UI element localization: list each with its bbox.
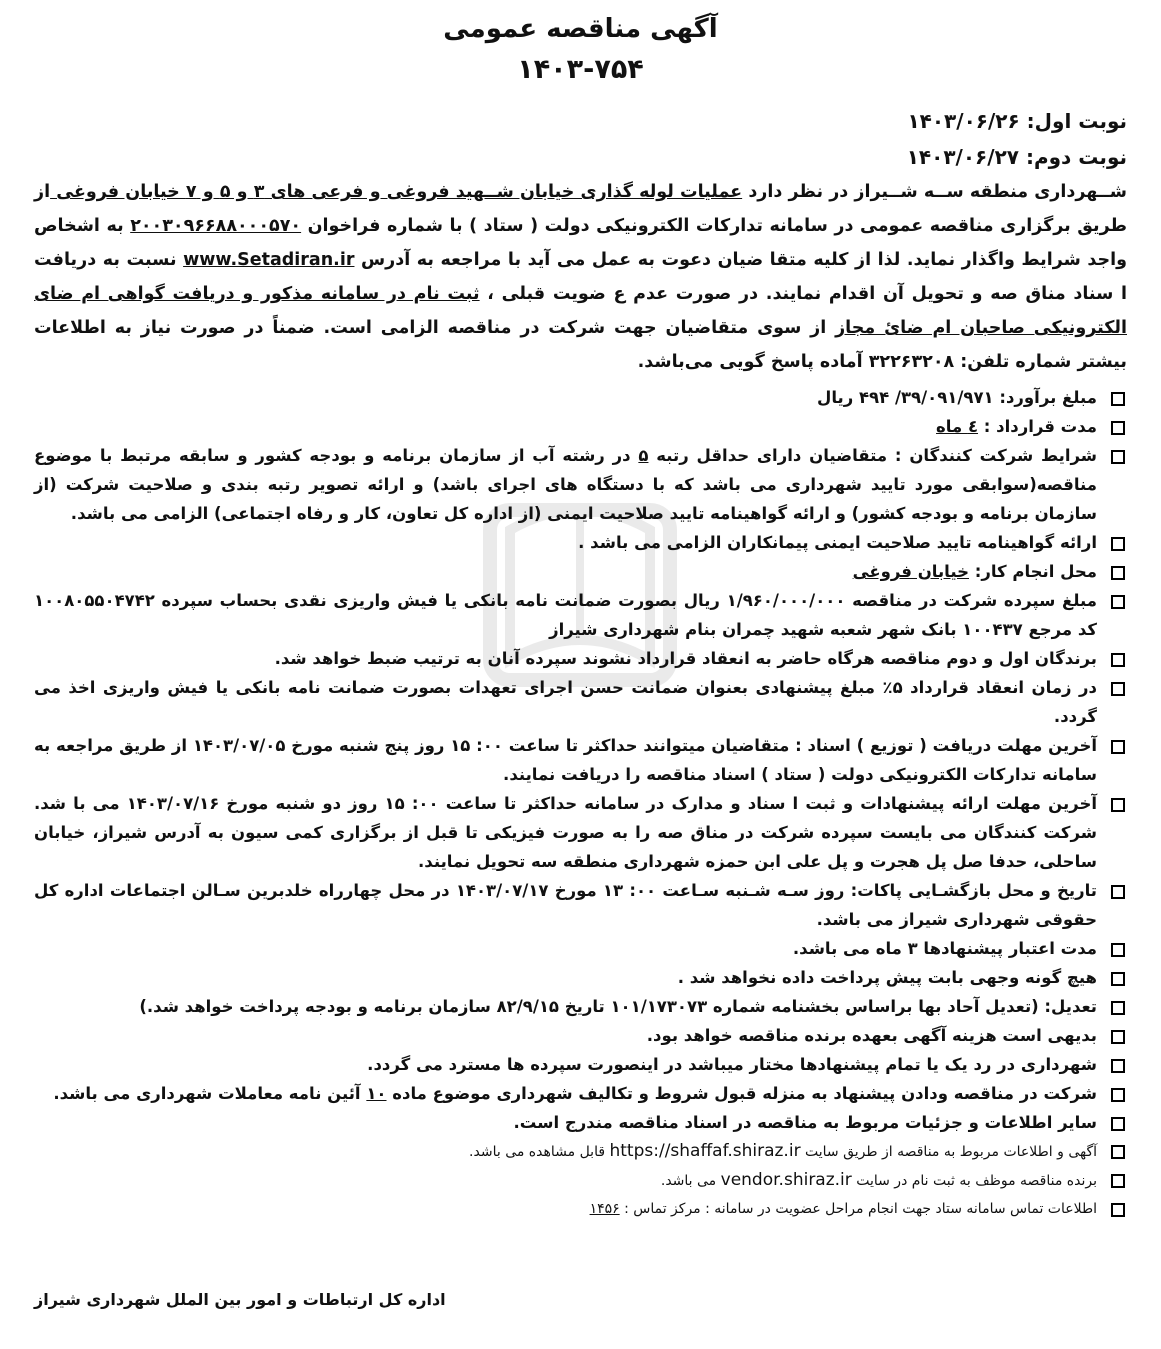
performance-bond-text: در زمان انعقاد قرارداد ۵٪ مبلغ پیشنهادی بعنوان ضمانت حسن اجرای تعهدات بصورت ضمانت نامه بانکی یا فیش واریزی اخذ می گردد. xyxy=(34,678,1097,726)
ad-cost-text: بدیهی است هزینه آگهی بعهده برنده مناقصه خواهد بود. xyxy=(646,1026,1097,1045)
no-prepayment-text: هیچ گونه وجهی بابت پیش پرداخت داده نخواهد شد . xyxy=(677,968,1097,987)
call-number: ۲۰۰۳۰۹۶۶۸۸۰۰۰۵۷۰ xyxy=(130,216,302,236)
conditions-list xyxy=(34,383,1127,1223)
shaffaf-text: آگهی و اطلاعات مربوط به مناقصه از طریق سایت xyxy=(800,1144,1097,1160)
adjustment-text: تعدیل: (تعدیل آحاد بها براساس بخشنامه شماره ۱۰۱/۱۷۳۰۷۳ تاریخ ۸۲/۹/۱۵ سازمان برنامه و بودجه پرداخت خواهد شد.) xyxy=(139,997,1097,1016)
list-item-shaffaf xyxy=(34,1137,1127,1166)
checkbox-bullet-icon xyxy=(1111,1203,1125,1217)
checkbox-bullet-icon xyxy=(1111,392,1125,406)
checkbox-bullet-icon xyxy=(1111,653,1125,667)
doc-deadline-text: آخرین مهلت دریافت ( توزیع ) اسناد : متقاضیان میتوانند حداکثر تا ساعت ۰۰: ۱۵ روز پنج شنبه مورخ ۱۴۰۳/۰۷/۰۵ از طریق مراجعه به سامانه تدارکات الکترونیکی دولت ( ستاد ) اسناد مناقصه را دریافت نمایند. xyxy=(34,736,1098,784)
intro-paragraph xyxy=(34,175,1127,379)
location-value: خیابان فروغی xyxy=(852,562,969,581)
estimate-text: مبلغ برآورد: ۳۹/۰۹۱/۹۷۱/ ۴۹۴ ریال xyxy=(817,388,1097,407)
second-round-date: نوبت دوم: ۱۴۰۳/۰۶/۲۷ xyxy=(906,145,1127,169)
checkbox-bullet-icon xyxy=(1111,1088,1125,1102)
tender-number: ۱۴۰۳-۷۵۴ xyxy=(517,54,644,85)
checkbox-bullet-icon xyxy=(1111,595,1125,609)
article-number: ۱۰ xyxy=(366,1084,387,1103)
conditions-text: در رشته آب از سازمان برنامه و بودجه کشور و سابقه مرتبط با موضوع مناقصه(سوابقی مورد تایید شهرداری می باشد که با دستگاه های اجرای باشد) و ارائه تصویر رتبه بندی و صلاحیت شرکت (از سازمان برنامه و بودجه کشور) و ارائه گواهینامه تایید صلاحیت ایمنی (از اداره کل تعاون، کار و رفاه اجتماعی) الزامی می باشد. xyxy=(34,446,1097,523)
list-item-adjustment xyxy=(34,992,1127,1021)
list-item-performance-bond xyxy=(34,673,1127,731)
bid-deadline-text: آخرین مهلت ارائه پیشنهادات و ثبت ا سناد و مدارک در سامانه حداکثر تا ساعت ۰۰: ۱۵ روز دو شنبه مورخ ۱۴۰۳/۰۷/۱۶ می با شد. شرکت کنندگان می بایست سپرده شرکت در مناق صه را به صورت فیزیکی تا قبل از برگزاری کمی سیون به آدرس شیراز، خیابان ساحلی، حدفا صل پل هجرت و پل علی ابن حمزه شهرداری منطقه سه تحویل نمایند. xyxy=(34,794,1097,871)
list-item-vendor xyxy=(34,1166,1127,1195)
location-label: محل انجام کار: xyxy=(969,562,1097,581)
vendor-link[interactable]: vendor.shiraz.ir xyxy=(720,1170,852,1190)
first-round-date: نوبت اول: ۱۴۰۳/۰۶/۲۶ xyxy=(907,109,1127,133)
list-item-estimate xyxy=(34,383,1127,412)
checkbox-bullet-icon xyxy=(1111,885,1125,899)
shaffaf-link[interactable]: https://shaffaf.shiraz.ir xyxy=(609,1141,801,1161)
list-item-other-info xyxy=(34,1108,1127,1137)
notice-title: آگهی مناقصه عمومی xyxy=(443,14,718,44)
checkbox-bullet-icon xyxy=(1111,740,1125,754)
safety-cert-text: ارائه گواهینامه تایید صلاحیت ایمنی پیمانکاران الزامی می باشد . xyxy=(578,533,1097,552)
list-item-doc-deadline xyxy=(34,731,1127,789)
acceptance-text: شرکت در مناقصه ودادن پیشنهاد به منزله قبول شروط و تکالیف شهرداری موضوع ماده xyxy=(386,1084,1097,1103)
list-item-duration xyxy=(34,412,1127,441)
checkbox-bullet-icon xyxy=(1111,537,1125,551)
other-info-text: سایر اطلاعات و جزئیات مربوط به مناقصه در اسناد مناقصه مندرج است. xyxy=(513,1113,1097,1132)
tender-subject: عملیات لوله گذاری خیابان شــهید فروغی و فرعی های ۳ و ۵ و ۷ خیابان فروغی xyxy=(50,182,743,202)
checkbox-bullet-icon xyxy=(1111,1001,1125,1015)
duration-label: مدت قرارداد : xyxy=(978,417,1097,436)
checkbox-bullet-icon xyxy=(1111,972,1125,986)
duration-value: ٤ ماه xyxy=(936,417,979,436)
list-item-opening xyxy=(34,876,1127,934)
vendor-text: برنده مناقصه موظف به ثبت نام در سایت xyxy=(851,1173,1097,1189)
intro-text: به اشخاص واجد شرایط واگذار نماید. لذا از کلیه متقا ضیان دعوت به عمل می آید با مراجعه به آدرس xyxy=(34,216,1127,270)
deposit-text: مبلغ سپرده شرکت در مناقصه ۱/۹۶۰/۰۰۰/۰۰۰ ریال بصورت ضمانت نامه بانکی یا فیش واریزی نقدی بحساب سپرده ۱۰۰۸۰۵۵۰۴۷۴۲ کد مرجع ۱۰۰۴۳۷ بانک شهر شعبه شهید چمران بنام شهرداری شیراز xyxy=(34,591,1097,639)
intro-text: شــهرداری منطقه ســه شــیراز در نظر دارد xyxy=(742,182,1127,202)
intro-text: از سوی متقاضیان جهت شرکت در مناقصه الزامی است. ضمناً در صورت نیاز به اطلاعات بیشتر شماره تلفن: ۳۲۲۶۳۲۰۸ آماده پاسخ گویی می‌باشد. xyxy=(34,318,1127,372)
list-item-no-prepayment xyxy=(34,963,1127,992)
minimum-grade: ۵ xyxy=(638,446,649,465)
opening-text: تاریخ و محل بازگشـایی پاکات: روز سـه شـنبه سـاعت ۰۰: ۱۳ مورخ ۱۴۰۳/۰۷/۱۷ در محل چهارراه خلدبرین سـالن اجتماعات اداره کل حقوقی شهرداری شیراز می باشد. xyxy=(34,881,1098,929)
checkbox-bullet-icon xyxy=(1111,450,1125,464)
acceptance-text: آئین نامه معاملات شهرداری می باشد. xyxy=(53,1084,367,1103)
list-item-conditions xyxy=(34,441,1127,528)
intro-text: نسبت به دریافت ا سناد مناق صه و تحویل آن اقدام نمایند. در صورت عدم ع ضویت قبلی ، xyxy=(34,250,1127,304)
list-item-acceptance xyxy=(34,1079,1127,1108)
checkbox-bullet-icon xyxy=(1111,1117,1125,1131)
shaffaf-text: قابل مشاهده می باشد. xyxy=(469,1144,610,1160)
list-item-safety-cert xyxy=(34,528,1127,557)
checkbox-bullet-icon xyxy=(1111,1030,1125,1044)
registration-requirement: ثبت نام در سامانه مذکور و دریافت گواهی ام ضای الکترونیکی صاحبان ام ضائ مجاز xyxy=(34,284,1127,338)
reject-right-text: شهرداری در رد یک یا تمام پیشنهادها مختار میباشد در اینصورت سپرده ها مسترد می گردد. xyxy=(367,1055,1097,1074)
checkbox-bullet-icon xyxy=(1111,943,1125,957)
setadiran-link[interactable]: www.Setadiran.ir xyxy=(183,250,355,270)
checkbox-bullet-icon xyxy=(1111,421,1125,435)
issuer-signature: اداره کل ارتباطات و امور بین الملل شهرداری شیراز xyxy=(34,1290,446,1309)
checkbox-bullet-icon xyxy=(1111,1174,1125,1188)
checkbox-bullet-icon xyxy=(1111,682,1125,696)
checkbox-bullet-icon xyxy=(1111,1059,1125,1073)
checkbox-bullet-icon xyxy=(1111,798,1125,812)
checkbox-bullet-icon xyxy=(1111,1145,1125,1159)
list-item-validity xyxy=(34,934,1127,963)
list-item-ad-cost xyxy=(34,1021,1127,1050)
list-item-deposit xyxy=(34,586,1127,644)
intro-text: از طریق برگزاری مناقصه عمومی در سامانه تدارکات الکترونیکی دولت ( ستاد ) با شماره فراخوان xyxy=(34,182,1127,236)
contact-text: اطلاعات تماس سامانه ستاد جهت انجام مراحل عضویت در سامانه : مرکز تماس : xyxy=(619,1201,1097,1217)
list-item-location xyxy=(34,557,1127,586)
validity-text: مدت اعتبار پیشنهادها ۳ ماه می باشد. xyxy=(792,939,1097,958)
forfeit-text: برندگان اول و دوم مناقصه هرگاه حاضر به انعقاد قرارداد نشوند سپرده آنان به ترتیب ضبط خواهد شد. xyxy=(274,649,1097,668)
checkbox-bullet-icon xyxy=(1111,566,1125,580)
conditions-text: شرایط شرکت کنندگان : متقاضیان دارای حداقل رتبه xyxy=(648,446,1097,465)
list-item-forfeit xyxy=(34,644,1127,673)
vendor-text: می باشد. xyxy=(660,1173,721,1189)
list-item-reject-right xyxy=(34,1050,1127,1079)
contact-number: ۱۴۵۶ xyxy=(589,1201,620,1217)
list-item-contact xyxy=(34,1195,1127,1223)
list-item-bid-deadline xyxy=(34,789,1127,876)
